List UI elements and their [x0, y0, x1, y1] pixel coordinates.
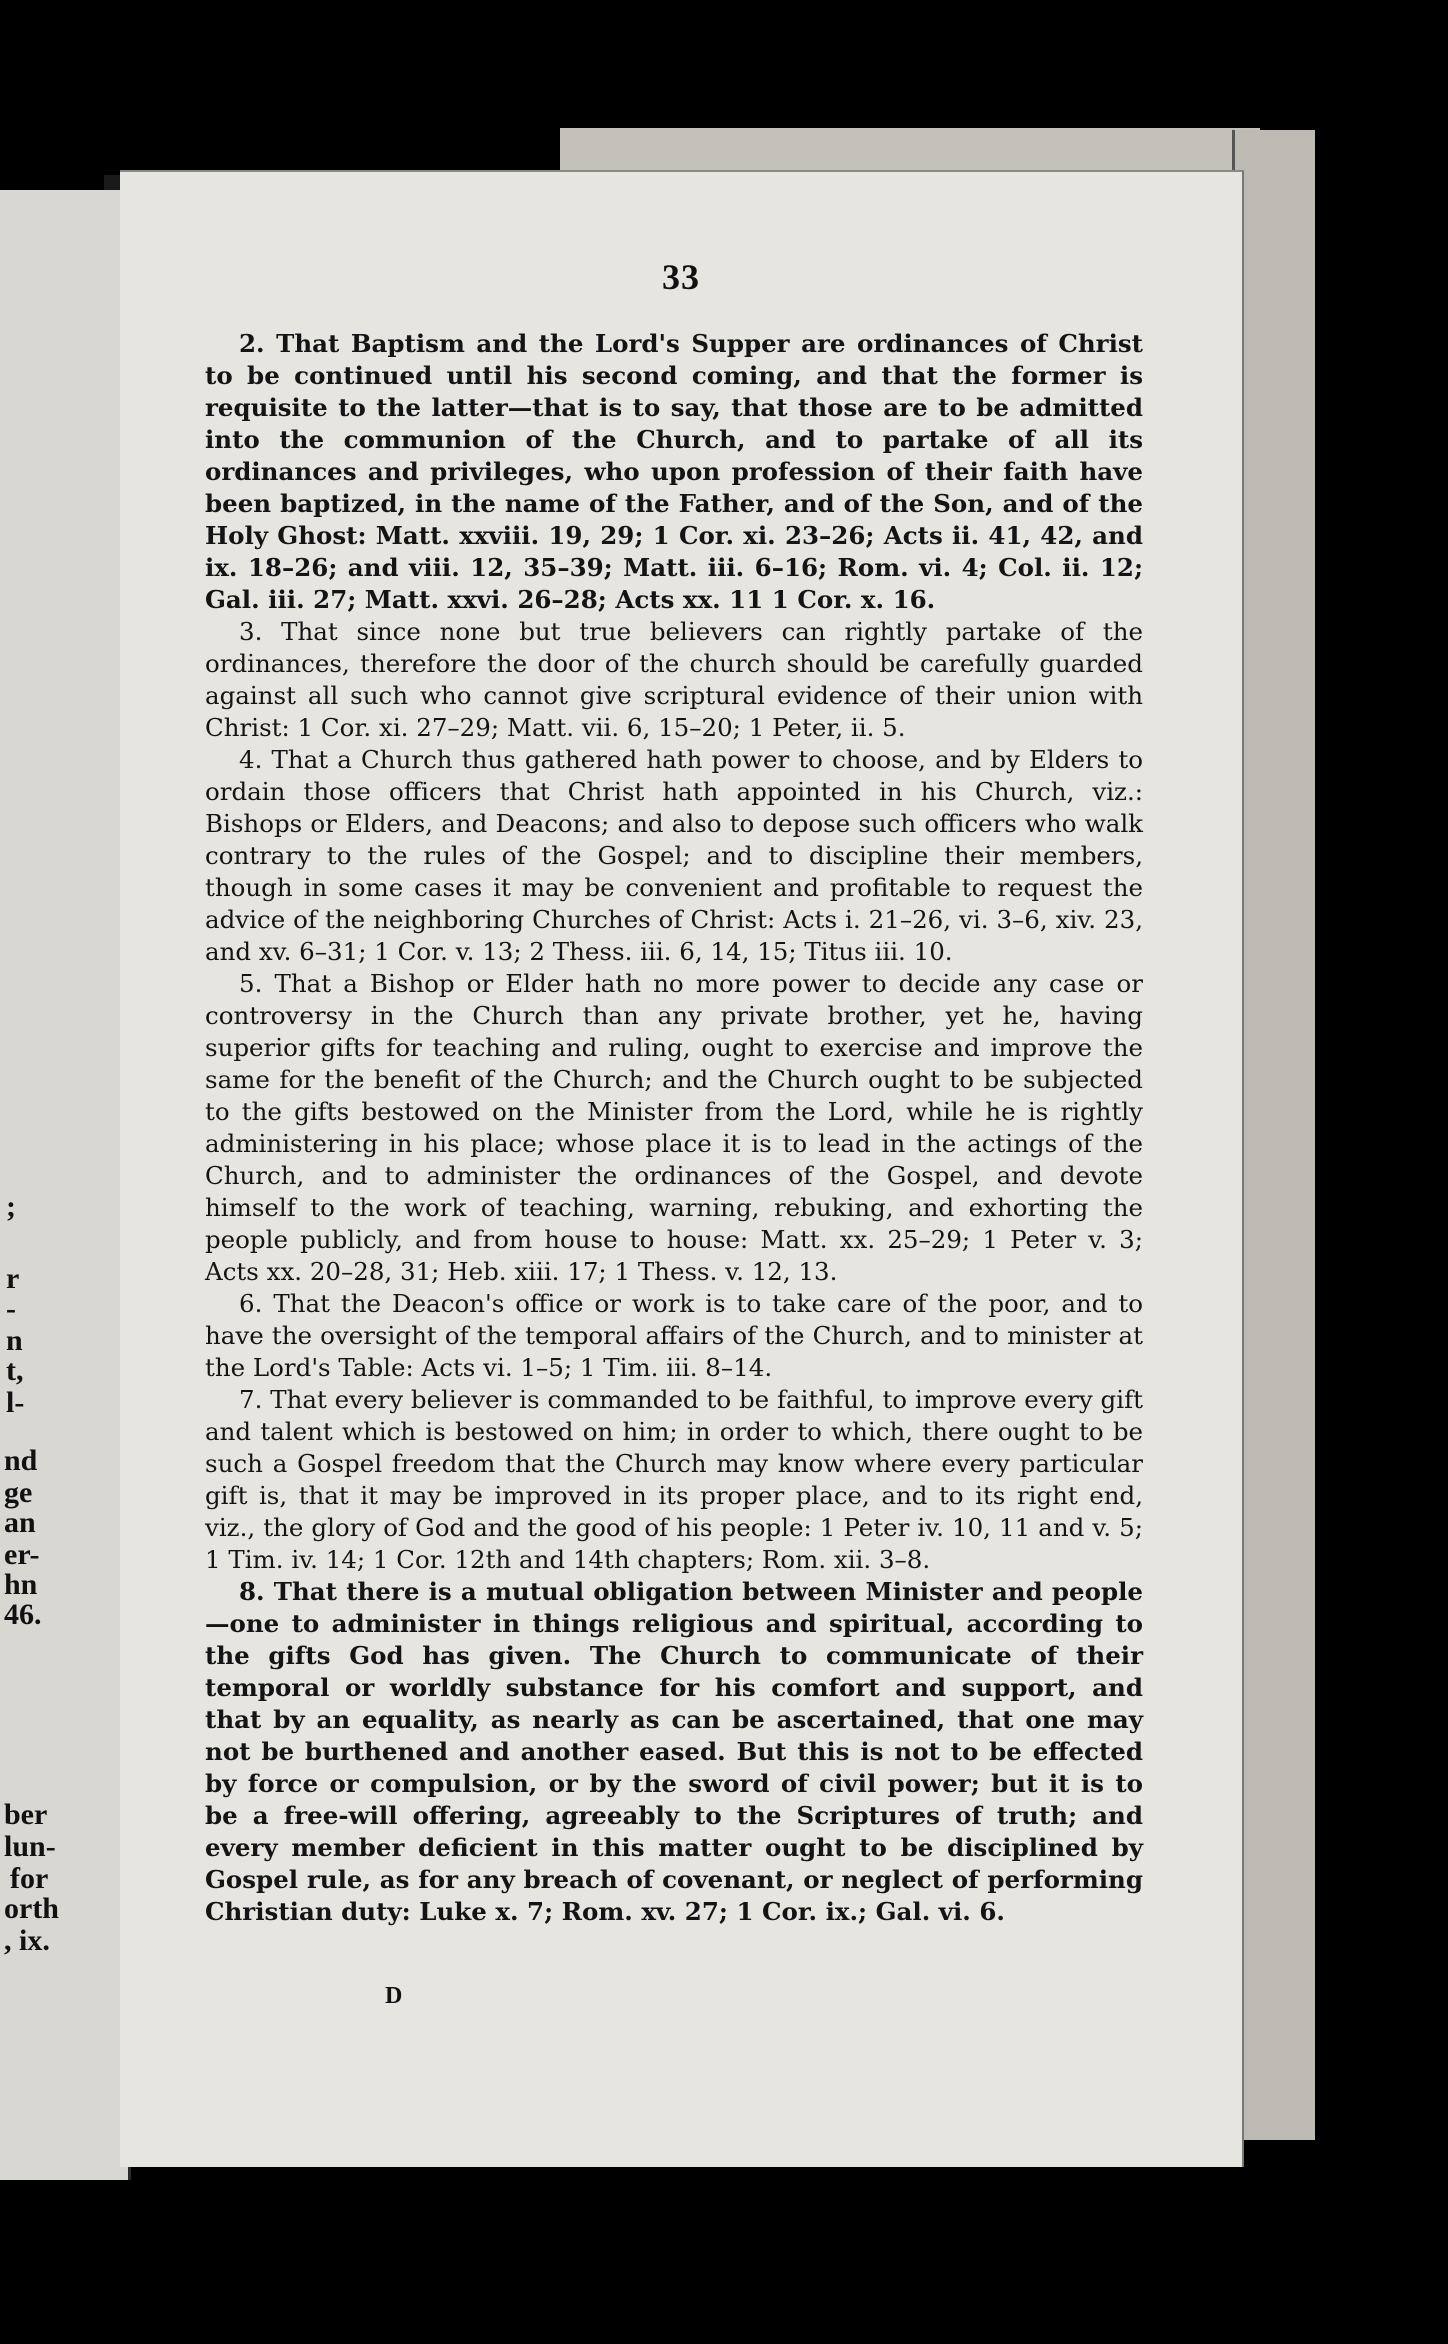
margin-fragment: lun- [4, 1830, 56, 1863]
margin-fragment: orth [4, 1892, 59, 1925]
article-3-paragraph: 3. That since none but true believers can rightly partake of the ordinances, therefore the door of the church should be carefully guarded against all such who cannot give scriptural evidence of their union with Christ: 1 Cor. xi. 27–29; Matt. vii. 6, 15–20; 1 Peter, ii. 5. [205, 617, 1143, 742]
article-4-paragraph: 4. That a Church thus gathered hath power to choose, and by Elders to ordain those officers that Christ hath appointed in his Church, viz.: Bishops or Elders, and Deacons; and also to depose such officers who walk contrary to the rules of the Gospel; and to discipline their members, though in some cases it may be convenient and profitable to request the advice of the neighboring Churches of Christ: Acts i. 21–26, vi. 3–6, xiv. 23, and xv. 6–31; 1 Cor. v. 13; 2 Thess. iii. 6, 14, 15; Titus iii. 10. [205, 745, 1143, 966]
margin-fragment: an [4, 1506, 36, 1539]
margin-fragment: l- [6, 1386, 25, 1419]
book-page [120, 170, 1244, 2167]
right-book-edge [1232, 130, 1315, 2140]
margin-fragment: 46. [4, 1598, 42, 1631]
margin-fragment: hn [4, 1568, 38, 1601]
article-7-paragraph: 7. That every believer is commanded to be faithful, to improve every gift and talent which is bestowed on him; in order to which, there ought to be such a Gospel freedom that the Church may know where every particular gift is, that it may be improved in its proper place, and to its right end, viz., the glory of God and the good of his people: 1 Peter iv. 10, 11 and v. 5; 1 Tim. iv. 14; 1 Cor. 12th and 14th chapters; Rom. xii. 3–8. [205, 1385, 1143, 1574]
margin-fragment: ber [4, 1798, 48, 1831]
signature-mark: D [385, 1983, 403, 2009]
margin-fragment: - [6, 1292, 16, 1325]
page-body [205, 328, 1143, 1928]
margin-fragment: er- [4, 1538, 40, 1571]
page-number: 33 [662, 257, 700, 297]
margin-fragment: , ix. [4, 1924, 50, 1957]
margin-fragment: ge [4, 1476, 33, 1509]
article-8-paragraph: 8. That there is a mutual obligation between Minister and people—one to administer in things religious and spiritual, according to the gifts God has given. The Church to communicate of their temporal or worldly substance for his comfort and support, and that by an equality, as nearly as can be ascertained, that one may not be burthened and another eased. But this is not to be effected by force or compulsion, or by the sword of civil power; but it is to be a free-will offering, agreeably to the Scriptures of truth; and every member deficient in this matter ought to be disciplined by Gospel rule, as for any breach of covenant, or neglect of performing Christian duty: Luke x. 7; Rom. xv. 27; 1 Cor. ix.; Gal. vi. 6. [205, 1577, 1143, 1926]
margin-fragment: t, [6, 1354, 24, 1387]
margin-fragment: nd [4, 1444, 38, 1477]
margin-fragment: for [10, 1862, 49, 1895]
margin-fragment: ; [6, 1190, 16, 1223]
article-6-paragraph: 6. That the Deacon's office or work is to take care of the poor, and to have the oversight of the temporal affairs of the Church, and to minister at the Lord's Table: Acts vi. 1–5; 1 Tim. iii. 8–14. [205, 1289, 1143, 1382]
article-5-paragraph: 5. That a Bishop or Elder hath no more power to decide any case or controversy in the Church than any private brother, yet he, having superior gifts for teaching and ruling, ought to exercise and improve the same for the benefit of the Church; and the Church ought to be subjected to the gifts bestowed on the Minister from the Lord, while he is rightly administering in his place; whose place it is to lead in the actings of the Church, and to administer the ordinances of the Gospel, and devote himself to the work of teaching, warning, rebuking, and exhorting the people publicly, and from house to house: Matt. xx. 25–29; 1 Peter v. 3; Acts xx. 20–28, 31; Heb. xiii. 17; 1 Thess. v. 12, 13. [205, 969, 1143, 1286]
margin-fragment: r [6, 1262, 20, 1295]
facing-page-edge [0, 190, 131, 2180]
margin-fragment: n [6, 1324, 23, 1357]
top-page-edge [560, 128, 1260, 174]
article-2-paragraph: 2. That Baptism and the Lord's Supper are ordinances of Christ to be continued until his second coming, and that the former is requisite to the latter—that is to say, that those are to be admitted into the communion of the Church, and to partake of all its ordinances and privileges, who upon profession of their faith have been baptized, in the name of the Father, and of the Son, and of the Holy Ghost: Matt. xxviii. 19, 29; 1 Cor. xi. 23–26; Acts ii. 41, 42, and ix. 18–26; and viii. 12, 35–39; Matt. iii. 6–16; Rom. vi. 4; Col. ii. 12; Gal. iii. 27; Matt. xxvi. 26–28; Acts xx. 11 1 Cor. x. 16. [205, 329, 1143, 614]
